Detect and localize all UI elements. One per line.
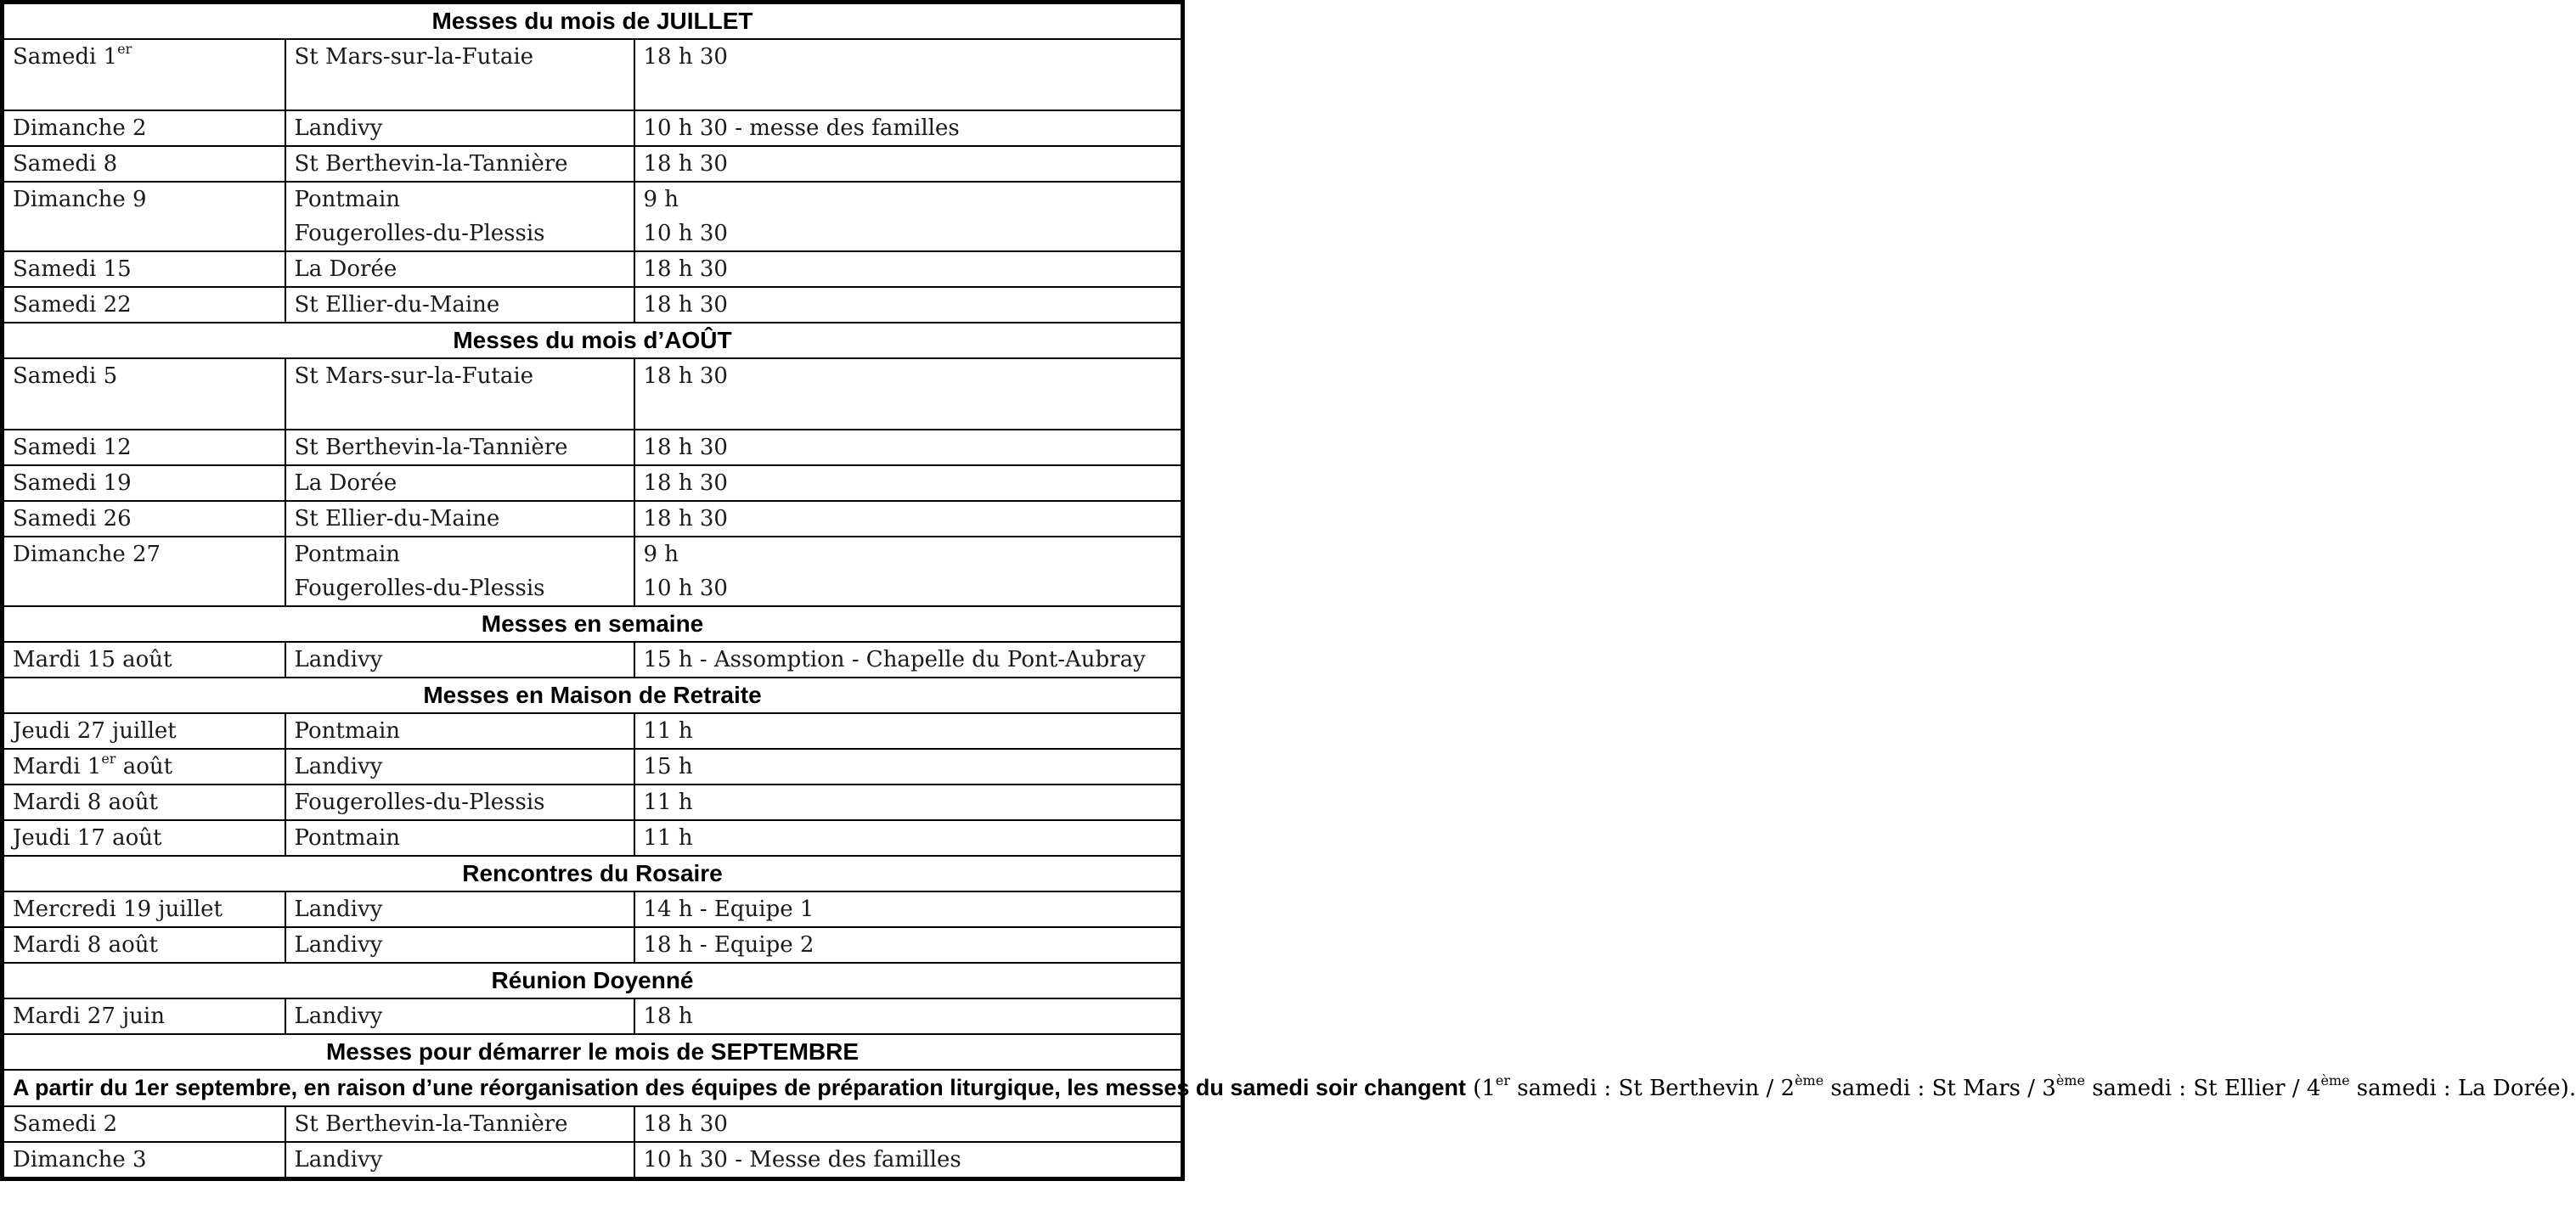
day-cell: Mercredi 19 juillet — [3, 891, 285, 927]
time-cell: 18 h 30 — [634, 358, 1183, 430]
section-header-juillet — [3, 3, 1183, 40]
day-ordinal: er — [117, 41, 132, 58]
table-row — [3, 110, 1183, 146]
time-cell: 18 h - Equipe 2 — [634, 927, 1183, 963]
table-row — [3, 358, 1183, 430]
place-cell — [285, 182, 634, 251]
note-text: samedi : St Ellier / 4 — [2084, 1076, 2321, 1101]
table-row — [3, 501, 1183, 537]
section-header-retraite — [3, 678, 1183, 713]
day-cell: Samedi 19 — [3, 465, 285, 501]
place-cell: St Mars-sur-la-Futaie — [285, 39, 634, 110]
day-cell — [3, 39, 285, 110]
time-cell: 11 h — [634, 785, 1183, 820]
note-text: (1 — [1465, 1076, 1496, 1101]
section-title: Messes en Maison de Retraite — [3, 678, 1183, 713]
day-cell: Mardi 8 août — [3, 785, 285, 820]
table-row — [3, 785, 1183, 820]
table-row — [3, 1142, 1183, 1179]
day-cell: Dimanche 2 — [3, 110, 285, 146]
table-row — [3, 39, 1183, 110]
section-title: Réunion Doyenné — [3, 963, 1183, 998]
note-text: samedi : St Mars / 3 — [1823, 1076, 2056, 1101]
day-cell: Samedi 26 — [3, 501, 285, 537]
time-text: 9 h — [643, 542, 679, 567]
table-row — [3, 537, 1183, 606]
table-row — [3, 146, 1183, 182]
section-header-aout — [3, 323, 1183, 358]
section-header-semaine — [3, 606, 1183, 642]
table-row — [3, 891, 1183, 927]
section-header-rosaire — [3, 856, 1183, 891]
day-cell: Mardi 8 août — [3, 927, 285, 963]
place-cell: Landivy — [285, 998, 634, 1034]
day-text: Mardi 1 — [13, 754, 102, 779]
day-cell — [3, 749, 285, 785]
day-cell: Mardi 27 juin — [3, 998, 285, 1034]
note-ordinal: er — [1495, 1072, 1511, 1088]
place-cell: Fougerolles-du-Plessis — [285, 785, 634, 820]
place-cell: Landivy — [285, 1142, 634, 1179]
day-cell: Jeudi 27 juillet — [3, 713, 285, 749]
time-cell: 18 h 30 — [634, 251, 1183, 287]
note-ordinal: ème — [2320, 1072, 2350, 1088]
day-cell: Samedi 2 — [3, 1106, 285, 1142]
note-bold-text: A partir du 1er septembre, en raison d’une réorganisation des équipes de préparation liturgique, les messes du samedi soir changent — [13, 1075, 1466, 1100]
place-cell: Landivy — [285, 749, 634, 785]
day-text: août — [116, 754, 173, 779]
time-cell: 18 h 30 — [634, 465, 1183, 501]
place-cell: St Berthevin-la-Tannière — [285, 1106, 634, 1142]
table-row — [3, 182, 1183, 251]
day-cell: Samedi 8 — [3, 146, 285, 182]
place-cell: St Berthevin-la-Tannière — [285, 146, 634, 182]
section-title: Rencontres du Rosaire — [3, 856, 1183, 891]
place-cell: St Mars-sur-la-Futaie — [285, 358, 634, 430]
place-cell: Landivy — [285, 891, 634, 927]
table-row — [3, 642, 1183, 678]
table-row — [3, 251, 1183, 287]
place-cell: St Ellier-du-Maine — [285, 287, 634, 323]
day-cell: Dimanche 3 — [3, 1142, 285, 1179]
table-row — [3, 287, 1183, 323]
time-cell: 10 h 30 - Messe des familles — [634, 1142, 1183, 1179]
time-cell: 18 h 30 — [634, 430, 1183, 465]
time-cell: 10 h 30 - messe des familles — [634, 110, 1183, 146]
time-cell: 18 h 30 — [634, 146, 1183, 182]
section-header-doyenne — [3, 963, 1183, 998]
table-row — [3, 820, 1183, 856]
time-cell: 11 h — [634, 713, 1183, 749]
time-text: 10 h 30 — [643, 221, 728, 246]
time-cell: 18 h 30 — [634, 1106, 1183, 1142]
place-cell: St Berthevin-la-Tannière — [285, 430, 634, 465]
section-title: Messes du mois de JUILLET — [3, 3, 1183, 40]
section-header-septembre — [3, 1034, 1183, 1070]
time-cell — [634, 182, 1183, 251]
september-note — [3, 1070, 2576, 1106]
place-cell: La Dorée — [285, 251, 634, 287]
time-cell — [634, 537, 1183, 606]
note-ordinal: ème — [1795, 1072, 1824, 1088]
section-title: Messes pour démarrer le mois de SEPTEMBRE — [3, 1034, 1183, 1070]
note-text: samedi : St Berthevin / 2 — [1510, 1076, 1795, 1101]
day-text: Samedi 1 — [13, 44, 118, 70]
day-ordinal: er — [101, 751, 116, 768]
day-cell: Samedi 22 — [3, 287, 285, 323]
place-cell: Pontmain — [285, 713, 634, 749]
place-text: Pontmain — [294, 542, 401, 567]
time-cell: 18 h 30 — [634, 39, 1183, 110]
place-cell: La Dorée — [285, 465, 634, 501]
place-text: Fougerolles-du-Plessis — [294, 221, 545, 246]
day-cell: Mardi 15 août — [3, 642, 285, 678]
day-cell: Samedi 15 — [3, 251, 285, 287]
time-cell: 15 h — [634, 749, 1183, 785]
time-cell: 18 h 30 — [634, 501, 1183, 537]
table-row — [3, 713, 1183, 749]
table-row — [3, 749, 1183, 785]
place-cell: Landivy — [285, 642, 634, 678]
time-cell: 15 h - Assomption - Chapelle du Pont-Aubray — [634, 642, 1183, 678]
time-text: 9 h — [643, 187, 679, 212]
time-cell: 11 h — [634, 820, 1183, 856]
day-cell: Jeudi 17 août — [3, 820, 285, 856]
section-title: Messes du mois d’AOÛT — [3, 323, 1183, 358]
day-cell: Dimanche 9 — [3, 182, 285, 251]
day-cell: Samedi 5 — [3, 358, 285, 430]
place-cell — [285, 537, 634, 606]
place-cell: Landivy — [285, 110, 634, 146]
time-cell: 14 h - Equipe 1 — [634, 891, 1183, 927]
table-row — [3, 998, 1183, 1034]
table-row — [3, 465, 1183, 501]
section-title: Messes en semaine — [3, 606, 1183, 642]
table-row — [3, 1106, 1183, 1142]
place-cell: Landivy — [285, 927, 634, 963]
place-cell: St Ellier-du-Maine — [285, 501, 634, 537]
time-cell: 18 h — [634, 998, 1183, 1034]
note-ordinal: ème — [2055, 1072, 2085, 1088]
september-note-row — [3, 1070, 1183, 1106]
table-row — [3, 430, 1183, 465]
time-text: 10 h 30 — [643, 576, 728, 601]
time-cell: 18 h 30 — [634, 287, 1183, 323]
place-text: Pontmain — [294, 187, 401, 212]
place-cell: Pontmain — [285, 820, 634, 856]
day-cell: Dimanche 27 — [3, 537, 285, 606]
table-row — [3, 927, 1183, 963]
note-text: samedi : La Dorée). — [2349, 1076, 2576, 1101]
place-text: Fougerolles-du-Plessis — [294, 576, 545, 601]
day-cell: Samedi 12 — [3, 430, 285, 465]
